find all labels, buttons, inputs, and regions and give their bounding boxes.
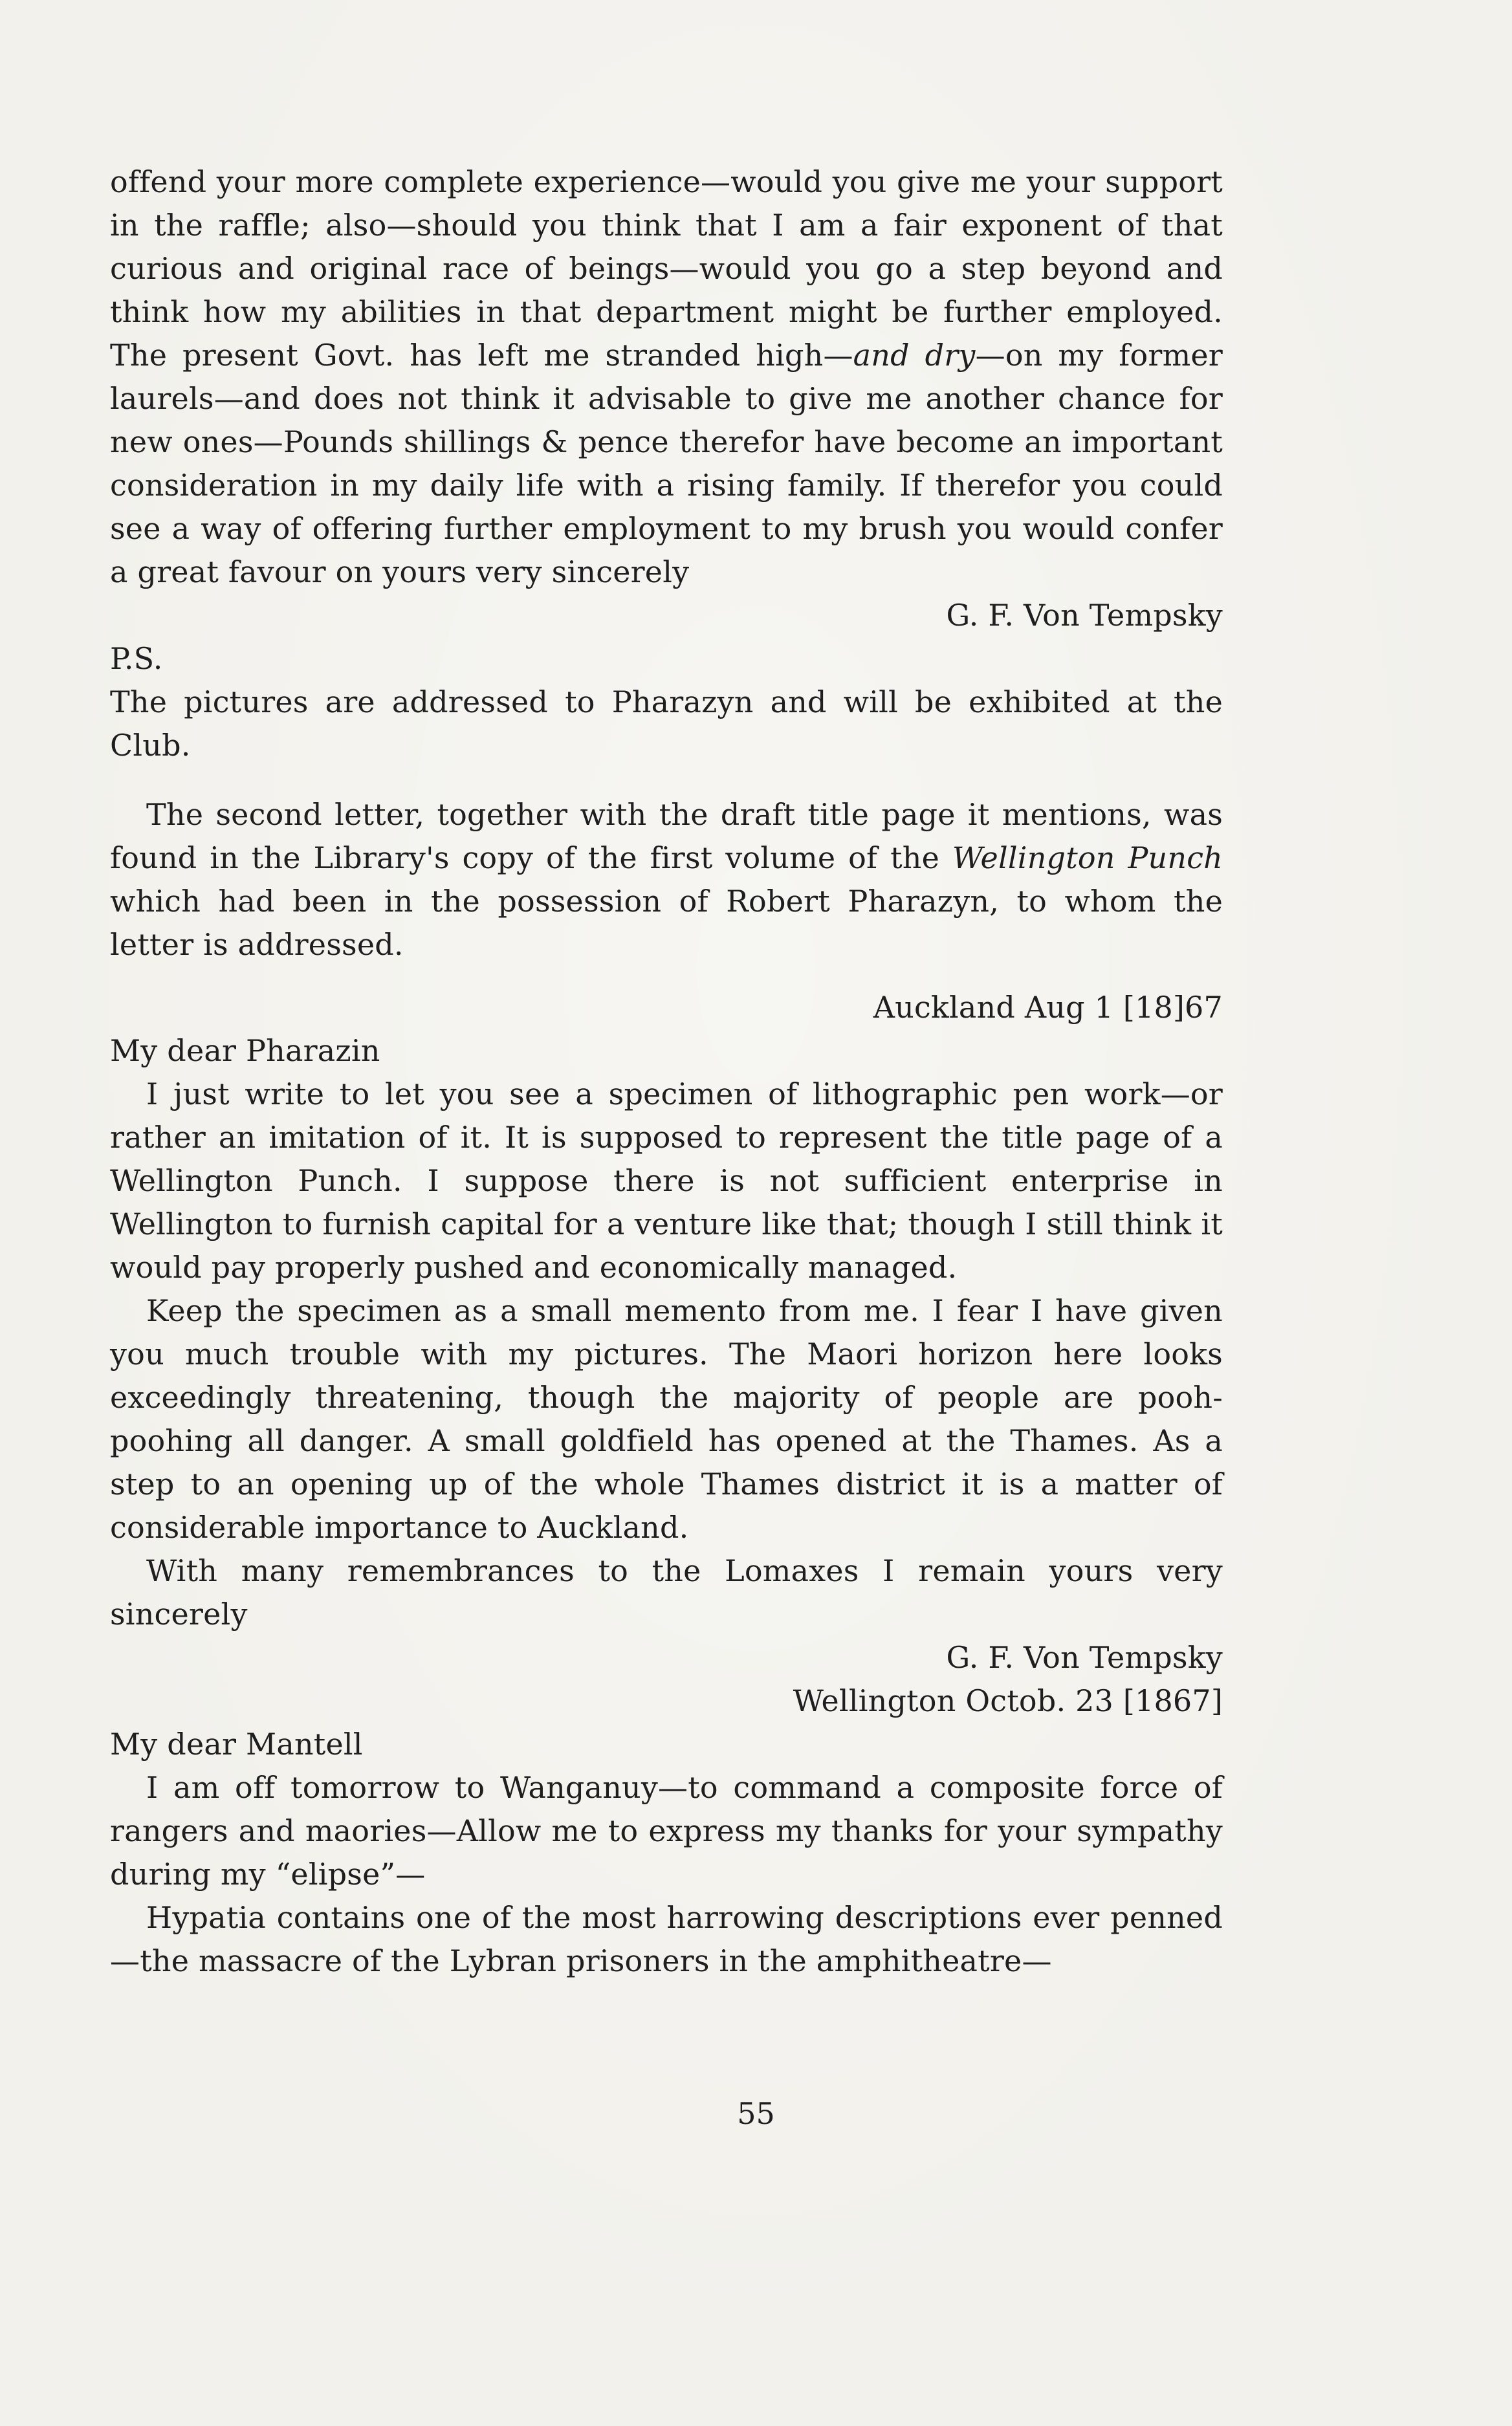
letter3-dateline: Wellington Octob. 23 [1867] xyxy=(793,1683,1223,1718)
letter3-salutation: My dear Mantell xyxy=(110,1727,363,1762)
letter1-body-part2: —on my former laurels—and does not think it advisable to give me another chance for new ones—Pounds shillings & pence therefor have become an important consideration in my daily life with a rising family. If therefor you could see a way of offering further employment to my brush you would confer a great favour on yours very sincerely xyxy=(110,338,1223,589)
letter2-paragraph-1: I just write to let you see a specimen of lithographic pen work—or rather an imitation of it. It is supposed to represent the title page of a Wellington Punch. I suppose there is not sufficient enterprise in Wellington to furnish capital for a venture like that; though I still think it would pay properly pushed and economically managed. xyxy=(110,1076,1223,1285)
letter1-signature: G. F. Von Tempsky xyxy=(946,598,1223,633)
commentary-paragraph xyxy=(110,793,1223,967)
letter2-signature: G. F. Von Tempsky xyxy=(946,1640,1223,1675)
commentary-part2: which had been in the possession of Robert Pharazyn, to whom the letter is addressed. xyxy=(110,884,1223,962)
letter1-ps-text: The pictures are addressed to Pharazyn and will be exhibited at the Club. xyxy=(110,684,1223,763)
letter2-paragraph-3: With many remembrances to the Lomaxes I remain yours very sincerely xyxy=(110,1553,1223,1632)
letter2-paragraph-2: Keep the specimen as a small memento from me. I fear I have given you much trouble with my pictures. The Maori horizon here looks exceedingly threatening, though the majority of people are pooh-poohing all danger. A small goldfield has opened at the Thames. As a step to an opening up of the whole Thames district it is a matter of considerable importance to Auckland. xyxy=(110,1293,1223,1545)
letter1-body-part1: offend your more complete experience—would you give me your support in the raffle; also—should you think that I am a fair exponent of that curious and original race of beings—would you go a step beyond and think how my abilities in that department might be further employed. The present Govt. has left me stranded high— xyxy=(110,164,1223,373)
commentary-italic-title: Wellington Punch xyxy=(952,840,1223,875)
letter1-body-italic: and dry xyxy=(853,338,976,373)
page-number: 55 xyxy=(737,2096,775,2131)
letter3-paragraph-2: Hypatia contains one of the most harrowing descriptions ever penned —the massacre of the Lybran prisoners in the amphitheatre— xyxy=(110,1900,1223,1978)
letter1-ps-label: P.S. xyxy=(110,641,163,676)
letter1-body xyxy=(110,160,1223,594)
commentary-part1: The second letter, together with the draft title page it mentions, was found in the Library's copy of the first volume of the xyxy=(110,797,1223,875)
letter3-paragraph-1: I am off tomorrow to Wanganuy—to command a composite force of rangers and maories—Allow me to express my thanks for your sympathy during my “elipse”— xyxy=(110,1770,1223,1892)
page-text xyxy=(110,160,1223,1983)
letter2-salutation: My dear Pharazin xyxy=(110,1033,380,1068)
letter2-dateline: Auckland Aug 1 [18]67 xyxy=(873,990,1223,1025)
